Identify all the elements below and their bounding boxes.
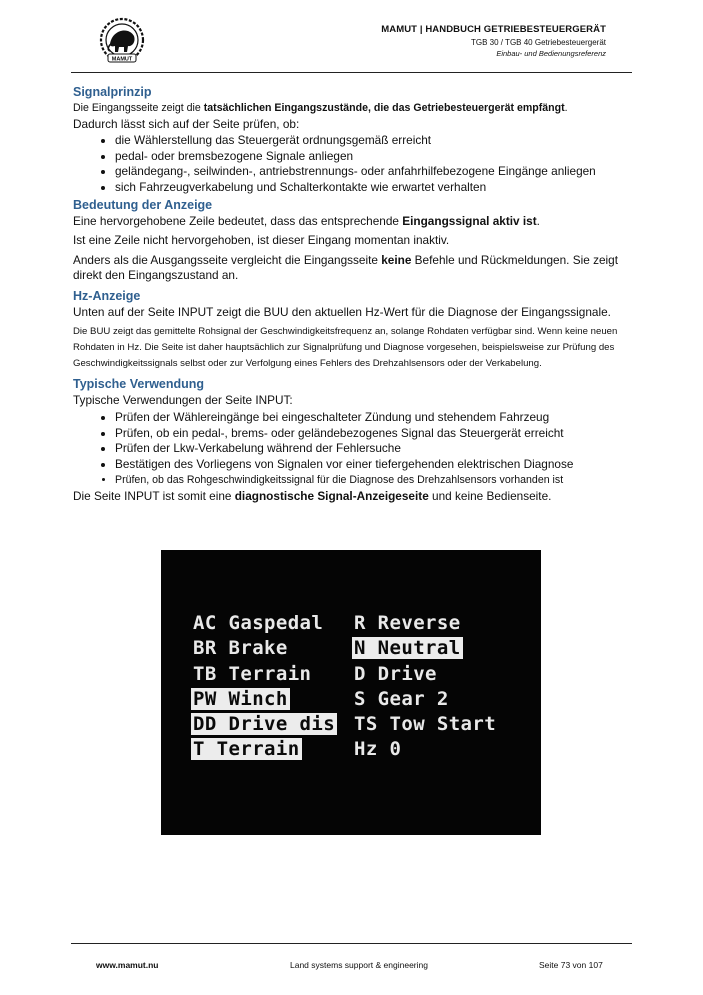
manual-subtitle: TGB 30 / TGB 40 Getriebesteuergerät	[470, 38, 606, 47]
list-item: • die Wählerstellung das Steuergerät ordnungsgemäß erreicht	[115, 133, 633, 149]
bedeutung-p3: Anders als die Ausgangsseite vergleicht die Eingangsseite keine Befehle und Rückmeldungen. Sie zeigt direkt den Eingangszustand an.	[73, 252, 618, 283]
display-input-left-4-active: DD Drive dis	[193, 713, 336, 735]
list-item: • Prüfen der Lkw-Verkabelung während der Fehlersuche	[115, 441, 633, 457]
list-item: • Bestätigen des Vorliegens von Signalen vor einer tiefergehenden elektrischen Diagnose	[115, 457, 633, 473]
display-input-right-4: TS Tow Start	[354, 713, 497, 735]
page-content	[73, 84, 633, 505]
section-heading-bedeutung: Bedeutung der Anzeige	[73, 197, 213, 212]
device-display-photo	[161, 550, 541, 835]
list-item: • pedal- oder bremsbezogene Signale anliegen	[115, 149, 633, 165]
list-item: • Prüfen der Wählereingänge bei eingeschalteter Zündung und stehendem Fahrzeug	[115, 410, 633, 426]
display-input-right-2: D Drive	[354, 663, 437, 685]
section-heading-signalprinzip: Signalprinzip	[73, 85, 152, 99]
list-item: • Prüfen, ob das Rohgeschwindigkeitssignal für die Diagnose des Drehzahlsensors vorhanden ist	[115, 473, 633, 489]
display-input-left-0: AC Gaspedal	[193, 612, 324, 634]
list-item: • Prüfen, ob ein pedal-, brems- oder geländebezogenes Signal das Steuergerät erreicht	[115, 426, 633, 442]
display-input-left-5-active: T Terrain	[193, 738, 300, 760]
hz-p1: Unten auf der Seite INPUT zeigt die BUU den aktuellen Hz-Wert für die Diagnose der Eingangssignale.	[73, 304, 611, 319]
signalprinzip-line2: Dadurch lässt sich auf der Seite prüfen, ob:	[73, 116, 300, 131]
verwendung-closing: Die Seite INPUT ist somit eine diagnostische Signal-Anzeigeseite und keine Bedienseite.	[73, 489, 552, 504]
bedeutung-p2: Ist eine Zeile nicht hervorgehoben, ist dieser Eingang momentan inaktiv.	[73, 233, 450, 248]
header-divider	[71, 72, 632, 73]
hz-p2: Die BUU zeigt das gemittelte Rohsignal der Geschwindigkeitsfrequenz an, solange Rohdaten verfügbar sind. Wenn keine neuen Rohdaten in Hz. Die Seite ist daher hauptsächlich zur Signalprüfung und Diagnose vorgesehen, beispielsweise zur Prüfung des Geschwindigkeitssignals selbst oder zur Verfolgung eines Fehlers des Drehzahlsensors oder der Verkabelung.	[73, 326, 618, 370]
display-input-right-0: R Reverse	[354, 612, 461, 634]
display-input-right-1-active: N Neutral	[354, 637, 461, 659]
bedeutung-p1: Eine hervorgehobene Zeile bedeutet, dass das entsprechende Eingangssignal aktiv ist.	[73, 213, 540, 228]
verwendung-intro: Typische Verwendungen der Seite INPUT:	[73, 393, 293, 408]
footer-page-number: Seite 73 von 107	[539, 960, 603, 970]
footer-tagline: Land systems support & engineering	[290, 960, 428, 970]
signalprinzip-intro: Die Eingangsseite zeigt die tatsächlichen Eingangszustände, die das Getriebesteuergerät empfängt.	[73, 102, 568, 114]
verwendung-list	[73, 410, 633, 489]
footer-divider	[71, 943, 632, 944]
page-header	[381, 24, 606, 58]
manual-reference: Einbau- und Bedienungsreferenz	[496, 49, 606, 58]
section-heading-verwendung: Typische Verwendung	[73, 377, 205, 392]
manual-title: MAMUT | HANDBUCH GETRIEBESTEUERGERÄT	[381, 24, 606, 35]
footer-website: www.mamut.nu	[96, 960, 159, 970]
mamut-logo	[94, 16, 150, 66]
display-hz-readout: Hz 0	[354, 738, 402, 760]
display-input-left-3-active: PW Winch	[193, 688, 288, 710]
signalprinzip-list	[73, 133, 633, 196]
display-input-left-2: TB Terrain	[193, 663, 312, 685]
list-item: • sich Fahrzeugverkabelung und Schalterkontakte wie erwartet verhalten	[115, 180, 633, 196]
logo-text: MAMUT	[111, 56, 133, 63]
display-input-right-3: S Gear 2	[354, 688, 449, 710]
list-item: • geländegang-, seilwinden-, antriebstrennungs- oder anfahrhilfebezogene Eingänge anliegen	[115, 164, 633, 180]
section-heading-hz: Hz-Anzeige	[73, 288, 141, 303]
display-input-left-1: BR Brake	[193, 637, 288, 659]
